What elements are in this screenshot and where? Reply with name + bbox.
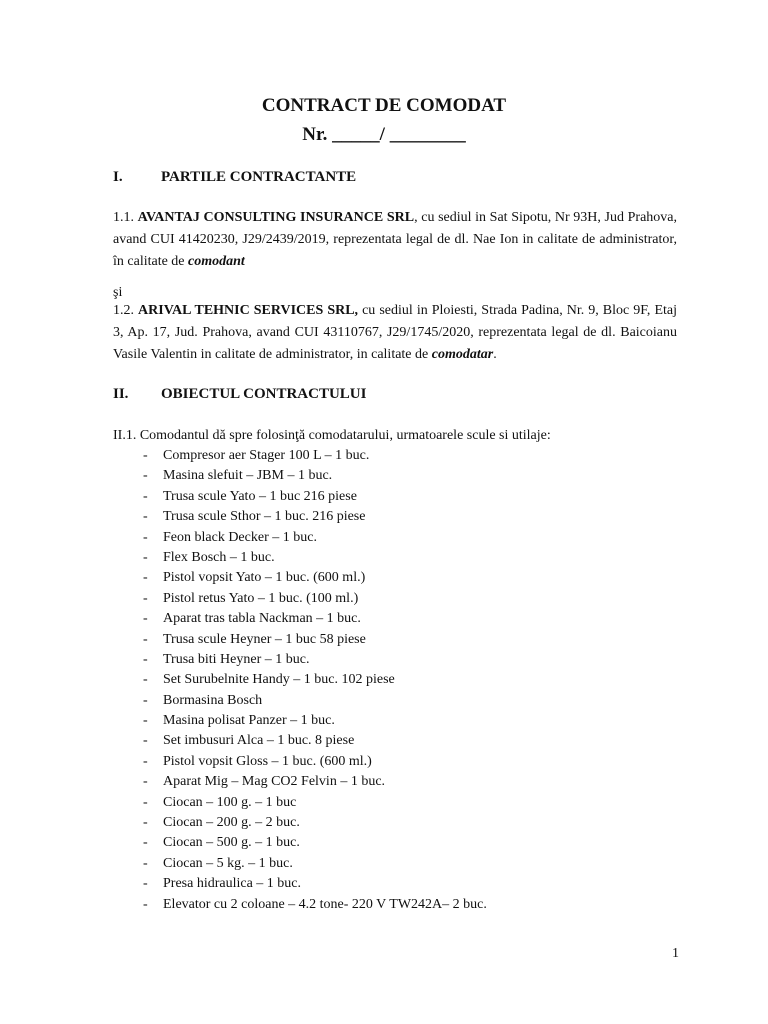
contract-number: Nr. _____/ ________ [302, 124, 466, 145]
list-item [143, 731, 487, 751]
list-item-text: Bormasina Bosch [163, 692, 263, 708]
list-item [143, 507, 487, 527]
list-item [143, 895, 487, 915]
list-item [143, 813, 487, 833]
list-item-text: Trusa scule Sthor – 1 buc. 216 piese [163, 509, 366, 525]
list-bullet: - [143, 631, 148, 647]
party-2-prefix: 1.2. [113, 303, 139, 318]
list-item [143, 609, 487, 629]
list-item [143, 833, 487, 853]
object-intro: II.1. Comodantul dă spre folosinţă comodatarului, urmatoarele scule si utilaje: [113, 428, 551, 443]
party-2-name: ARIVAL TEHNIC SERVICES SRL, [138, 303, 359, 318]
party-2-role: comodatar [431, 347, 494, 362]
list-item [143, 630, 487, 650]
party-1-name: AVANTAJ CONSULTING INSURANCE SRL [137, 210, 415, 225]
list-item [143, 528, 487, 548]
party-1-paragraph [113, 207, 677, 273]
list-item-text: Trusa scule Heyner – 1 buc 58 piese [163, 631, 366, 647]
list-bullet: - [143, 692, 148, 708]
list-bullet: - [143, 468, 148, 484]
list-item [143, 670, 487, 690]
list-bullet: - [143, 835, 148, 851]
list-bullet: - [143, 488, 148, 504]
list-item-text: Masina polisat Panzer – 1 buc. [163, 713, 335, 729]
list-item-text: Presa hidraulica – 1 buc. [163, 876, 302, 892]
list-bullet: - [143, 611, 148, 627]
contract-title: CONTRACT DE COMODAT [261, 95, 507, 116]
list-bullet: - [143, 509, 148, 525]
list-item-text: Ciocan – 5 kg. – 1 buc. [163, 855, 293, 871]
section-number: I. [113, 169, 123, 185]
list-bullet: - [143, 448, 148, 463]
list-bullet: - [143, 529, 148, 545]
list-item-text: Ciocan – 100 g. – 1 buc [163, 794, 297, 810]
list-item-text: Pistol retus Yato – 1 buc. (100 ml.) [163, 590, 359, 606]
list-item-text: Pistol vopsit Gloss – 1 buc. (600 ml.) [163, 753, 372, 769]
section-heading-object [113, 384, 366, 404]
list-item-text: Ciocan – 500 g. – 1 buc. [163, 835, 300, 851]
list-item-text: Masina slefuit – JBM – 1 buc. [163, 468, 333, 484]
list-item [143, 487, 487, 507]
list-bullet: - [143, 815, 148, 831]
party-2-text: cu sediul in Ploiesti, Strada Padina, Nr. 9, Bloc 9F, Etaj 3, Ap. 17, Jud. Prahova, avand CUI 43110767, J29/1745/2020, reprezentata legal de dl. Baicoianu Vasile Valentin in calitate de administrator, in calitate de [113, 303, 678, 362]
list-item-text: Compresor aer Stager 100 L – 1 buc. [163, 448, 370, 463]
list-item-text: Flex Bosch – 1 buc. [163, 549, 275, 565]
list-bullet: - [143, 672, 148, 688]
section-heading-parties [113, 167, 356, 187]
list-item [143, 466, 487, 486]
list-item [143, 691, 487, 711]
list-bullet: - [143, 876, 148, 892]
list-item-text: Ciocan – 200 g. – 2 buc. [163, 815, 300, 831]
list-bullet: - [143, 896, 148, 912]
list-item-text: Set imbusuri Alca – 1 buc. 8 piese [163, 733, 355, 749]
list-bullet: - [143, 753, 148, 769]
party-1-prefix: 1.1. [113, 210, 138, 225]
list-item [143, 793, 487, 813]
list-bullet: - [143, 774, 148, 790]
list-item-text: Trusa biti Heyner – 1 buc. [163, 651, 310, 667]
list-item [143, 711, 487, 731]
page-number: 1 [672, 946, 679, 961]
list-item [143, 568, 487, 588]
list-item-text: Elevator cu 2 coloane – 4.2 tone- 220 V TW242A– 2 buc. [163, 896, 487, 912]
equipment-list [143, 446, 487, 915]
party-2-paragraph [113, 300, 677, 366]
list-item-text: Aparat Mig – Mag CO2 Felvin – 1 buc. [163, 774, 386, 790]
party-1-text: , cu sediul in Sat Sipotu, Nr 93H, Jud Prahova, avand CUI 41420230, J29/2439/2019, reprezentata legal de dl. Nae Ion in calitate de administrator, în calitate de [113, 210, 677, 269]
list-item [143, 589, 487, 609]
list-item [143, 772, 487, 792]
list-bullet: - [143, 794, 148, 810]
section-title: OBIECTUL CONTRACTULUI [161, 386, 367, 402]
list-item [143, 874, 487, 894]
section-number: II. [113, 386, 129, 402]
list-item [143, 854, 487, 874]
list-bullet: - [143, 733, 148, 749]
list-item-text: Pistol vopsit Yato – 1 buc. (600 ml.) [163, 570, 366, 586]
list-item-text: Trusa scule Yato – 1 buc 216 piese [163, 488, 357, 504]
list-bullet: - [143, 590, 148, 606]
list-item-text: Feon black Decker – 1 buc. [163, 529, 317, 545]
list-bullet: - [143, 570, 148, 586]
conjunction: şi [113, 285, 123, 300]
list-item-text: Aparat tras tabla Nackman – 1 buc. [163, 611, 361, 627]
party-1-role: comodant [188, 254, 245, 269]
list-item [143, 446, 487, 466]
list-item [143, 548, 487, 568]
list-item [143, 650, 487, 670]
list-bullet: - [143, 549, 148, 565]
list-bullet: - [143, 713, 148, 729]
party-2-end: . [493, 347, 497, 362]
list-item-text: Set Surubelnite Handy – 1 buc. 102 piese [163, 672, 395, 688]
list-bullet: - [143, 651, 148, 667]
list-item [143, 752, 487, 772]
section-title: PARTILE CONTRACTANTE [161, 169, 357, 185]
list-bullet: - [143, 855, 148, 871]
